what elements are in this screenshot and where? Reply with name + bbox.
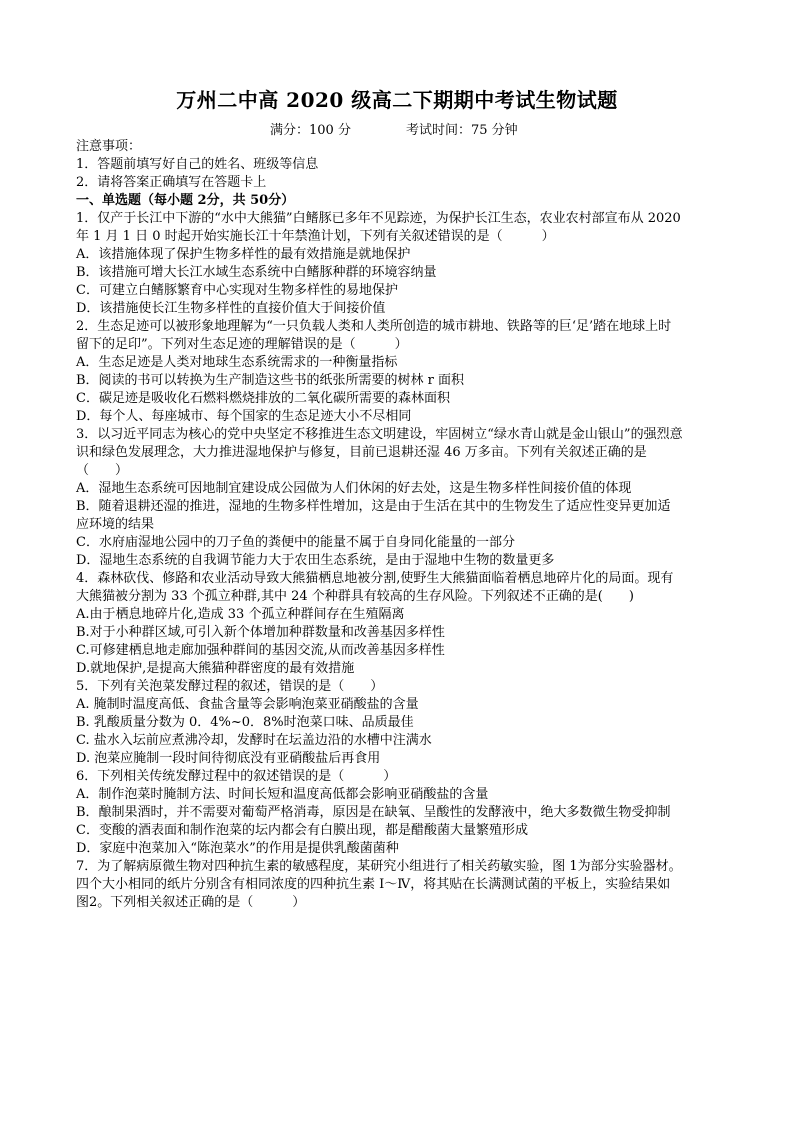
answer-option: C．可建立白鳍豚繁育中心实现对生物多样性的易地保护 [76,283,398,298]
question-block [76,858,721,912]
note-item: 2．请将答案正确填写在答题卡上 [76,175,267,190]
question-stem: 大熊猫被分割为 33 个孤立种群,其中 24 个种群具有较高的生存风险。下列叙述不正确的是( ) [76,589,634,604]
answer-option: C.可修建栖息地走廊加强种群间的基因交流,从而改善基因多样性 [76,643,445,658]
question-stem: 留下的足印”。下列对生态足迹的理解错误的是（ ） [76,337,408,352]
question-block [76,678,721,768]
exam-title: 万州二中高 2020 级高二下期期中考试生物试题 [176,88,618,112]
answer-option: A.由于栖息地碎片化,造成 33 个孤立种群间存在生殖隔离 [76,607,405,622]
answer-option: D．每个人、每座城市、每个国家的生态足迹大小不尽相同 [76,409,412,424]
question-stem: 四个大小相同的纸片分别含有相同浓度的四种抗生素 I～Ⅳ，将其贴在长满测试菌的平板上，实验结果如 [76,877,671,892]
answer-option: D．家庭中泡菜加入“陈泡菜水”的作用是提供乳酸菌菌种 [76,841,399,856]
note-item: 1．答题前填写好自己的姓名、班级等信息 [76,157,319,172]
answer-option: B. 乳酸质量分数为 0．4%~0．8%时泡菜口味、品质最佳 [76,715,414,730]
question-stem: 7．为了解病原微生物对四种抗生素的敏感程度，某研究小组进行了相关药敏实验，图 1为部分实验器材。 [76,859,682,874]
answer-option: B．酿制果酒时，并不需要对葡萄严格消毒，原因是在缺氧、呈酸性的发酵液中，绝大多数微生物受抑制 [76,805,671,820]
answer-option: A. 腌制时温度高低、食盐含量等会影响泡菜亚硝酸盐的含量 [76,697,419,712]
section-heading: 一、单选题（每小题 2分，共 50分） [76,193,295,208]
question-block [76,210,721,318]
answer-option: A．该措施体现了保护生物多样性的最有效措施是就地保护 [76,247,411,262]
answer-option: D. 泡菜应腌制一段时间待彻底没有亚硝酸盐后再食用 [76,751,381,766]
answer-option: C．水府庙湿地公园中的刀子鱼的粪便中的能量不属于自身同化能量的一部分 [76,535,515,550]
question-block [76,426,721,570]
question-stem: 6．下列相关传统发酵过程中的叙述错误的是（ ） [76,769,397,784]
exam-content [76,138,721,912]
answer-option: D．该措施使长江生物多样性的直接价值大于间接价值 [76,301,386,316]
question-list [76,210,721,912]
question-stem: 图2。下列相关叙述正确的是（ ） [76,895,306,910]
question-block [76,318,721,426]
question-stem: 4．森林砍伐、修路和农业活动导致大熊猫栖息地被分割,使野生大熊猫面临着栖息地碎片化的局面。现有 [76,571,674,586]
answer-option: A．湿地生态系统可因地制宜建设成公园做为人们休闲的好去处，这是生物多样性间接价值的体现 [76,481,632,496]
full-score: 满分：100 分 [270,123,351,138]
answer-option: B．阅读的书可以转换为生产制造这些书的纸张所需要的树林 r 面积 [76,373,465,388]
question-stem: 3．以习近平同志为核心的党中央坚定不移推进生态文明建设，牢固树立“绿水青山就是金山银山”的强烈意 [76,427,683,442]
question-stem: 5．下列有关泡菜发酵过程的叙述，错误的是（ ） [76,679,384,694]
answer-option: B.对于小种群区域,可引入新个体增加种群数量和改善基因多样性 [76,625,445,640]
answer-option: D．湿地生态系统的自我调节能力大于农田生态系统，是由于湿地中生物的数量更多 [76,553,555,568]
answer-option: D.就地保护,是提高大熊猫种群密度的最有效措施 [76,661,355,676]
question-block [76,768,721,858]
question-stem: 1．仅产于长江中下游的“水中大熊猫”白鳍豚已多年不见踪迹，为保护长江生态，农业农村部宣布从 2020 [76,211,681,226]
question-stem: 识和绿色发展理念，大力推进湿地保护与修复，目前已退耕还湿 46 万多亩。下列有关叙述正确的是 [76,445,647,460]
answer-option: C．碳足迹是吸收化石燃料燃烧排放的二氧化碳所需要的森林面积 [76,391,450,406]
question-block [76,570,721,678]
notes-heading: 注意事项： [76,139,142,154]
exam-time: 考试时间：75 分钟 [406,123,518,138]
answer-option: C．变酸的酒表面和制作泡菜的坛内都会有白膜出现，都是醋酸菌大量繁殖形成 [76,823,528,838]
question-stem: 2．生态足迹可以被形象地理解为“一只负载人类和人类所创造的城市耕地、铁路等的巨‘足’踏在地球上时 [76,319,672,334]
question-stem: 年 1 月 1 日 0 时起开始实施长江十年禁渔计划，下列有关叙述错误的是（ ） [76,229,555,244]
answer-option: C. 盐水入坛前应煮沸冷却，发酵时在坛盖边沿的水槽中注满水 [76,733,432,748]
answer-option: B．随着退耕还湿的推进，湿地的生物多样性增加，这是由于生活在其中的生物发生了适应性变异更加适 [76,499,671,514]
answer-option: B．该措施可增大长江水域生态系统中白鳍豚种群的环境容纳量 [76,265,437,280]
question-stem: （ ） [76,463,129,478]
answer-option: A．制作泡菜时腌制方法、时间长短和温度高低都会影响亚硝酸盐的含量 [76,787,489,802]
answer-option: 应环境的结果 [76,517,155,532]
answer-option: A．生态足迹是人类对地球生态系统需求的一种衡量指标 [76,355,398,370]
